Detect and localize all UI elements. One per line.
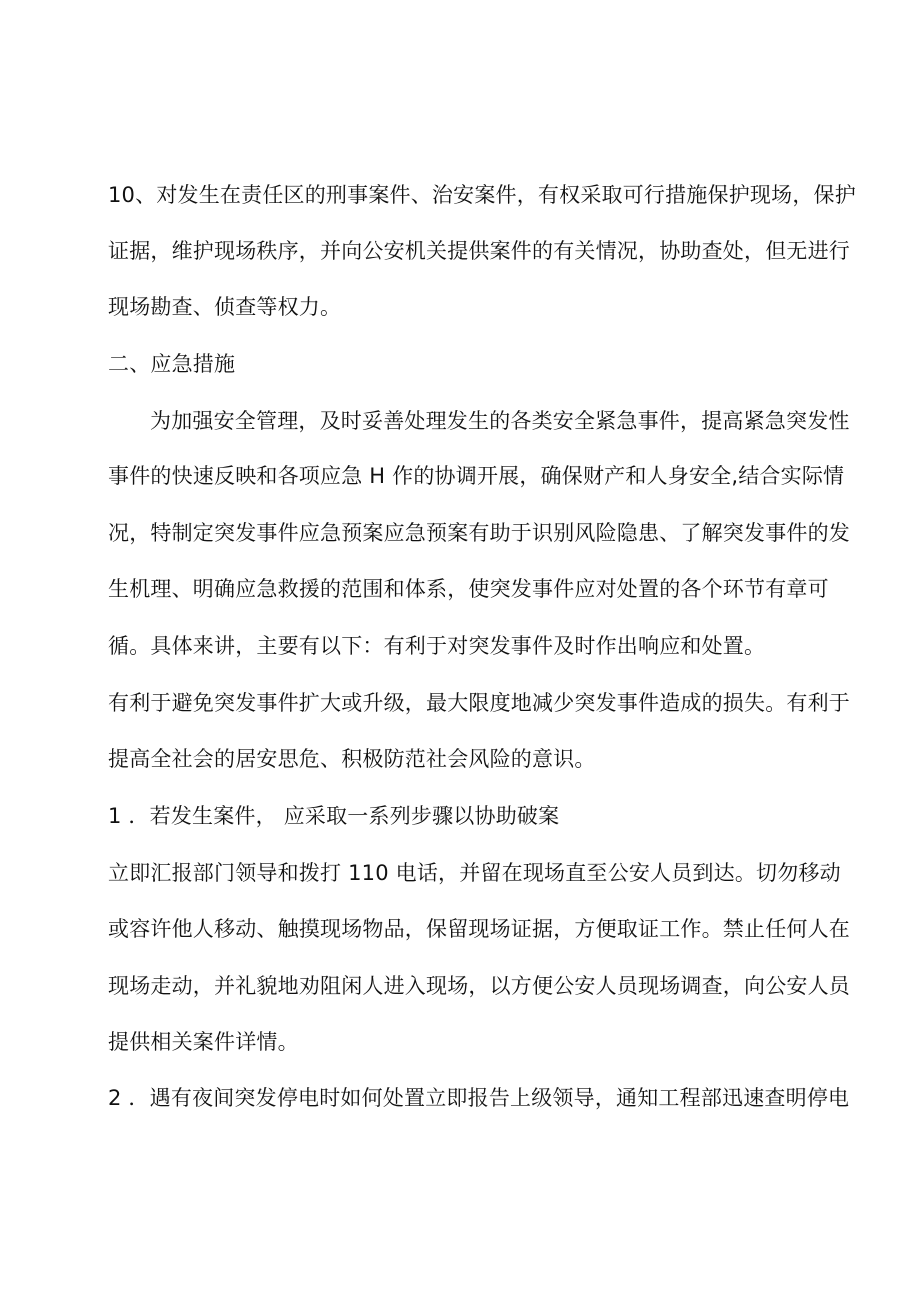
- intro-line-4: 生机理、明确应急救援的范围和体系，使突发事件应对处置的各个环节有章可: [108, 577, 829, 601]
- benefits-line-2: 提高全社会的居安思危、积极防范社会风险的意识。: [108, 747, 596, 771]
- intro-line-1: 为加强安全管理，及时妥善处理发生的各类安全紧急事件，提高紧急突发性: [150, 409, 850, 433]
- item10-line-1: 10、对发生在责任区的刑事案件、治安案件，有权采取可行措施保护现场，保护: [108, 183, 856, 207]
- item1-heading: 1 ．若发生案件， 应采取一系列步骤以协助破案: [108, 804, 560, 828]
- benefits-line-1: 有利于避免突发事件扩大或升级，最大限度地减少突发事件造成的损失。有利于: [108, 691, 850, 715]
- item10-line-2: 证据，维护现场秩序，并向公安机关提供案件的有关情况，协助查处，但无进行: [108, 239, 850, 263]
- section-heading: 二、应急措施: [108, 352, 236, 376]
- item10-line-3: 现场勘查、侦查等权力。: [108, 295, 342, 319]
- item1-line-3: 现场走动，并礼貌地劝阻闲人进入现场，以方便公安人员现场调查，向公安人员: [108, 974, 850, 998]
- intro-line-2: 事件的快速反映和各项应急 H 作的协调开展，确保财产和人身安全,结合实际情: [108, 464, 845, 488]
- item1-line-1: 立即汇报部门领导和拨打 110 电话，并留在现场直至公安人员到达。切勿移动: [108, 861, 841, 885]
- intro-line-5: 循。具体来讲，主要有以下：有利于对突发事件及时作出响应和处置。: [108, 634, 766, 658]
- item2-line-1: 2 ．遇有夜间突发停电时如何处置立即报告上级领导，通知工程部迅速查明停电: [108, 1086, 850, 1110]
- item1-line-2: 或容许他人移动、触摸现场物品，保留现场证据，方便取证工作。禁止任何人在: [108, 917, 850, 941]
- intro-line-3: 况，特制定突发事件应急预案应急预案有助于识别风险隐患、了解突发事件的发: [108, 521, 850, 545]
- item1-line-4: 提供相关案件详情。: [108, 1030, 299, 1054]
